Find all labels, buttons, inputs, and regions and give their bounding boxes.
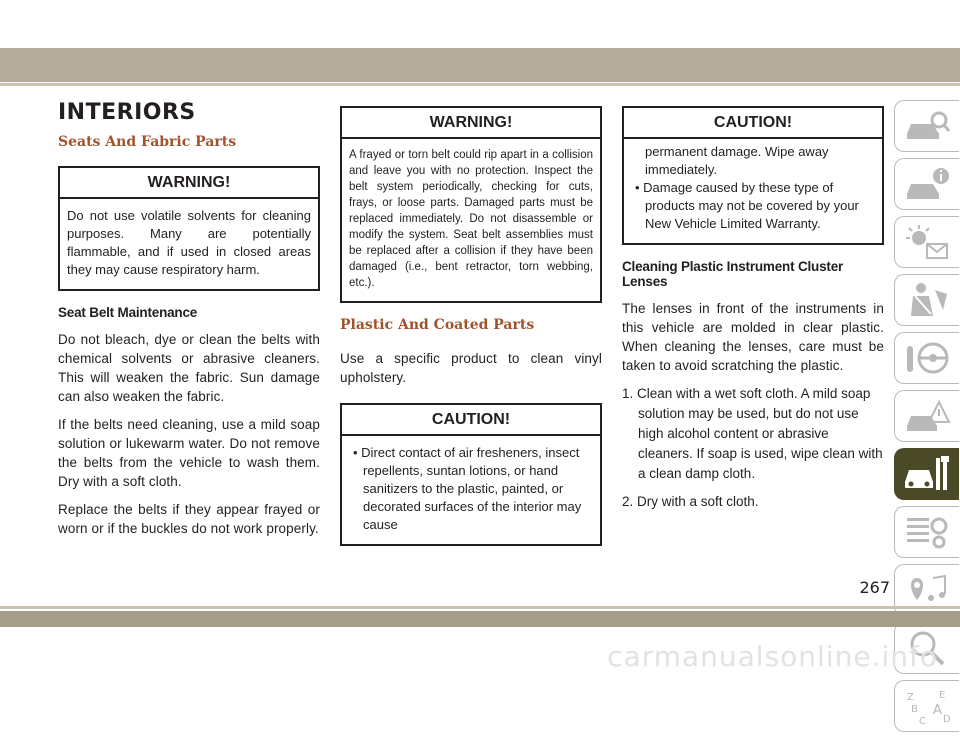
svg-text:A: A [933, 703, 942, 718]
svg-text:E: E [939, 690, 946, 701]
subheading-seat-belt: Seat Belt Maintenance [58, 305, 198, 320]
tab-seat-safety[interactable] [894, 274, 959, 326]
step-2: 2. Dry with a soft cloth. [622, 494, 759, 509]
svg-text:C: C [919, 716, 926, 726]
warning-lights-message-icon [903, 222, 951, 262]
multimedia-icon [903, 570, 951, 610]
warning-text: Do not use volatile solvents for cleaning purposes. Many are potentially flammable, and if used in closed areas they may cause respiratory harm. [67, 208, 311, 277]
section-heading-plastic: Plastic And Coated Parts [340, 317, 535, 333]
svg-text:Z: Z [907, 692, 914, 703]
tab-car-magnifier[interactable] [894, 100, 959, 152]
seat-safety-icon [903, 280, 951, 320]
car-magnifier-icon [903, 106, 951, 146]
column-right [622, 106, 884, 520]
footer-band-line [0, 606, 960, 609]
car-info-icon [903, 164, 951, 204]
svg-text:D: D [943, 714, 951, 725]
warning-box-solvents [58, 166, 320, 291]
caution-title: CAUTION! [342, 405, 600, 436]
tab-car-emergency[interactable] [894, 390, 959, 442]
caution-bullet: • Damage caused by these type of products may not be covered by your New Vehicle Limited Warranty. [635, 180, 859, 231]
specifications-gear-icon [903, 512, 951, 552]
header-band [0, 48, 960, 82]
page-title: INTERIORS [58, 100, 196, 125]
caution-body [624, 139, 882, 243]
paragraph-2: If the belts need cleaning, use a mild soap solution or lukewarm water. Do not remove the belts from the vehicle to wash them. Dry with a soft cloth. [58, 417, 320, 489]
svg-text:B: B [911, 704, 918, 715]
step-1: 1. Clean with a wet soft cloth. A mild soap solution may be used, but do not use high alcohol content or abrasive cleaners. If soap is used, wipe clean with a clean damp cloth. [622, 386, 883, 481]
warning-title: WARNING! [342, 108, 600, 139]
tab-car-info[interactable] [894, 158, 959, 210]
paragraph-3: Replace the belts if they appear frayed or worn or if the buckles do not work properly. [58, 502, 320, 536]
paragraph-1: Do not bleach, dye or clean the belts with chemical solvents or abrasive cleaners. This will weaken the fabric. Sun damage can also weaken the fabric. [58, 332, 320, 404]
paragraph-vinyl: Use a specific product to clean vinyl upholstery. [340, 351, 602, 385]
tab-specifications[interactable] [894, 506, 959, 558]
footer-band [0, 611, 960, 627]
tab-car-service[interactable] [894, 448, 959, 500]
car-emergency-icon [903, 396, 951, 436]
column-left [58, 134, 320, 547]
car-service-tools-icon [903, 454, 951, 494]
top-margin [0, 0, 960, 48]
header-band-line [0, 83, 960, 86]
warning-text: A frayed or torn belt could rip apart in a collision and leave you with no protection. Inspect the belt system periodically, checking for cuts, frays, or loose parts. Damaged parts must be replaced immediately. Do not disassemble or modify the system. Seat belt assemblies must be replaced after a collision if they have been damaged (i.e., bent retractor, torn webbing, etc.). [349, 149, 593, 289]
section-heading-seats: Seats And Fabric Parts [58, 134, 237, 150]
paragraph-lenses: The lenses in front of the instruments in this vehicle are molded in clear plastic. When cleaning the lenses, care must be taken to avoid scratching the plastic. [622, 301, 884, 373]
tab-language-index[interactable] [894, 680, 959, 732]
warning-box-belt [340, 106, 602, 303]
caution-box-continued [622, 106, 884, 245]
caution-continued-text: permanent damage. Wipe away immediately. [645, 144, 829, 177]
page-number: 267 [859, 578, 890, 597]
language-index-icon [903, 686, 951, 726]
caution-title: CAUTION! [624, 108, 882, 139]
subheading-cluster-lenses: Cleaning Plastic Instrument Cluster Lenses [622, 259, 844, 289]
watermark: carmanualsonline.info [607, 640, 938, 673]
steering-wheel-icon [903, 338, 951, 378]
caution-bullet: • Direct contact of air fresheners, insect repellents, suntan lotions, or hand sanitizers to the plastic, painted, or decorated surfaces of the interior may cause [353, 445, 582, 532]
tab-steering-wheel[interactable] [894, 332, 959, 384]
caution-body [342, 436, 600, 544]
column-middle [340, 106, 602, 560]
tab-warning-lights[interactable] [894, 216, 959, 268]
warning-title: WARNING! [60, 168, 318, 199]
caution-box [340, 403, 602, 546]
